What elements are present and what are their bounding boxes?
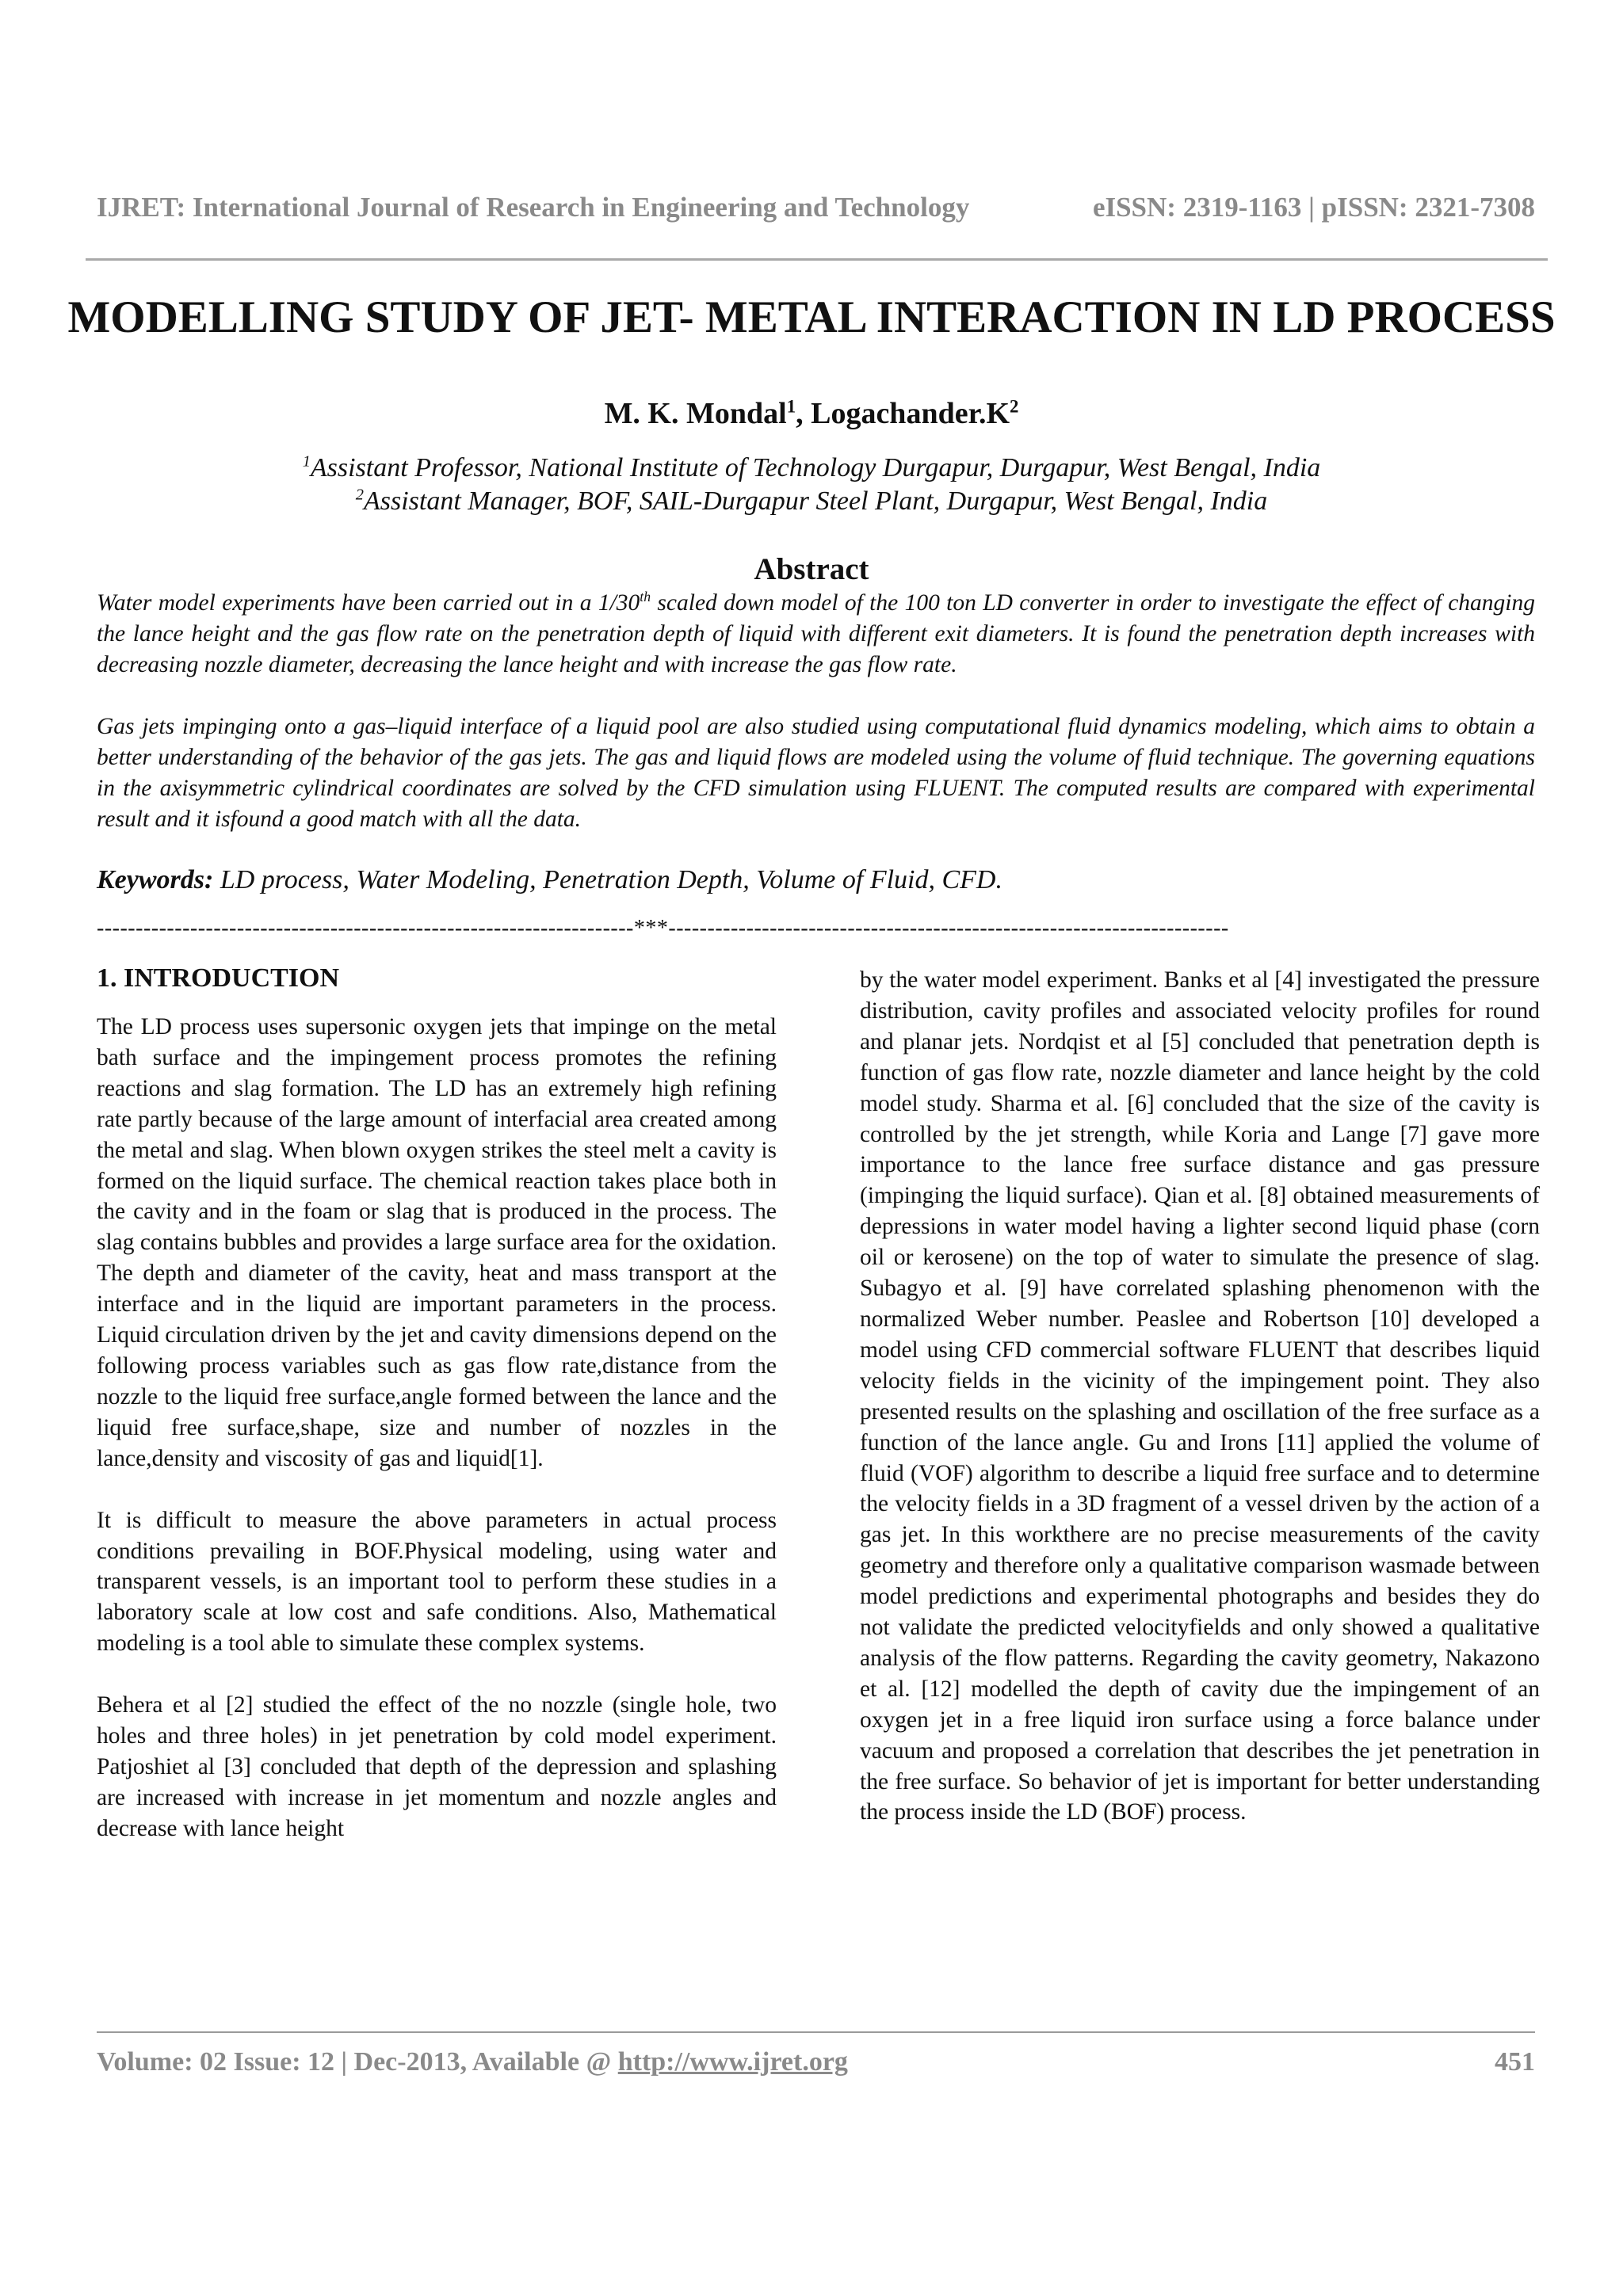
header-divider — [86, 258, 1548, 261]
left-column — [97, 963, 777, 1875]
issue-info — [97, 2047, 848, 2077]
author-line — [0, 396, 1623, 431]
running-header — [97, 192, 1535, 223]
author-2: Logachander.K — [811, 397, 1010, 430]
abstract-ordinal-sup: th — [640, 589, 651, 605]
author-2-affil-mark: 2 — [1010, 396, 1019, 417]
author-separator: , — [796, 397, 812, 430]
footer-divider — [97, 2031, 1535, 2033]
abstract-body — [97, 588, 1535, 866]
affiliation-1-mark: 1 — [302, 452, 311, 471]
paper-title: MODELLING STUDY OF JET- METAL INTERACTION IN LD PROCESS — [67, 292, 1556, 342]
body-paragraph: by the water model experiment. Banks et al [4] investigated the pressure distribution, cavity profiles and associated velocity profiles for round and planar jets. Nordqist et al [5] concluded that penetration depth is function of gas flow rate, nozzle diameter and lance height by the cold model study. Sharma et al. [6] concluded that the size of the cavity is controlled by the jet strength, while Koria and Lange [7] gave more importance to the lance free surface distance and gas pressure (impinging the liquid surface). Qian et al. [8] obtained measurements of depressions in water model having a lighter second liquid phase (corn oil or kerosene) on the top of water to simulate the presence of slag. Subagyo et al. [9] have correlated splashing phenomenon with the normalized Weber number. Peaslee and Robertson [10] developed a model using CFD commercial software FLUENT that describes liquid velocity fields in the vicinity of the impingement point. They also presented results on the splashing and oscillation of the free surface as a function of the lance angle. Gu and Irons [11] applied the volume of fluid (VOF) algorithm to describe a liquid free surface and to determine the velocity fields in a 3D fragment of a vessel driven by the action of a gas jet. In this workthere are no precise measurements of the cavity geometry and therefore only a qualitative comparison wasmade between model predictions and experimental photographs and besides they do not validate the predicted velocityfields and only showed a qualitative analysis of the flow patterns. Regarding the cavity geometry, Nakazono et al. [12] modelled the depth of cavity due the impingement of an oxygen jet in a free liquid iron surface using a force balance under vacuum and proposed a correlation that describes the jet penetration in the free surface. So behavior of jet is important for better understanding the process inside the LD (BOF) process. — [860, 967, 1540, 1825]
section-heading-introduction: 1. INTRODUCTION — [97, 963, 340, 993]
abstract-p1-start: Water model experiments have been carried out in a 1/30 — [97, 590, 640, 616]
running-footer — [97, 2047, 1535, 2077]
keywords — [97, 865, 1535, 895]
affiliation-1-text: Assistant Professor, National Institute of Technology Durgapur, Durgapur, West Bengal, India — [310, 453, 1321, 482]
section-separator: ---------------------------------------------------------------------***------------------------------------------------------------------------ — [97, 916, 1229, 940]
abstract-paragraph-2: Gas jets impinging onto a gas–liquid interface of a liquid pool are also studied using computational fluid dynamics modeling, which aims to obtain a better understanding of the behavior of the gas jets. The gas and liquid flows are modeled using the volume of fluid technique. The governing equations in the axisymmetric cylindrical coordinates are solved by the CFD simulation using FLUENT. The computed results are compared with experimental result and it isfound a good match with all the data. — [97, 714, 1535, 832]
right-column — [860, 965, 1540, 1859]
volume-text: Volume: 02 Issue: 12 | Dec-2013, Available @ — [97, 2047, 618, 2077]
journal-name: IJRET: International Journal of Research in Engineering and Technology — [97, 192, 970, 223]
abstract-heading: Abstract — [754, 552, 869, 586]
abstract-paragraph-1 — [97, 588, 1535, 681]
affiliations — [0, 452, 1623, 518]
affiliation-1 — [0, 452, 1623, 485]
issn-info: eISSN: 2319-1163 | pISSN: 2321-7308 — [1092, 192, 1535, 223]
affiliation-2 — [0, 485, 1623, 518]
page-number: 451 — [1495, 2047, 1535, 2077]
affiliation-2-mark: 2 — [355, 486, 364, 504]
body-paragraph: The LD process uses supersonic oxygen jets that impinge on the metal bath surface and the impingement process promotes the refining reactions and slag formation. The LD has an extremely high refining rate partly because of the large amount of interfacial area created among the metal and slag. When blown oxygen strikes the steel melt a cavity is formed on the liquid surface. The chemical reaction takes place both in the cavity and in the foam or slag that is produced in the process. The slag contains bubbles and provides a large surface area for the oxidation. The depth and diameter of the cavity, heat and mass transport at the interface and in the liquid are important parameters in the process. Liquid circulation driven by the jet and cavity dimensions depend on the following process variables such as gas flow rate,distance from the nozzle to the liquid free surface,angle formed between the lance and the liquid free surface,shape, size and number of nozzles in the lance,density and viscosity of gas and liquid[1]. — [97, 1014, 777, 1471]
body-paragraph: It is difficult to measure the above parameters in actual process conditions prevailing in BOF.Physical modeling, using water and transparent vessels, is an important tool to perform these studies in a laboratory scale at low cost and safe conditions. Also, Mathematical modeling is a tool able to simulate these complex systems. — [97, 1507, 777, 1657]
abstract-p1-rest: scaled down model of the 100 ton LD converter in order to investigate the effect of changing the lance height and the gas flow rate on the penetration depth of liquid with different exit diameters. It is found the penetration depth increases with decreasing nozzle diameter, decreasing the lance height and with increase the gas flow rate. — [97, 590, 1535, 677]
affiliation-2-text: Assistant Manager, BOF, SAIL-Durgapur Steel Plant, Durgapur, West Bengal, India — [363, 486, 1268, 516]
body-paragraph: Behera et al [2] studied the effect of the no nozzle (single hole, two holes and three holes) in jet penetration by cold model experiment. Patjoshiet al [3] concluded that depth of the depression and splashing are increased with increase in jet momentum and nozzle angles and decrease with lance height — [97, 1692, 777, 1841]
journal-link[interactable]: http://www.ijret.org — [617, 2047, 848, 2077]
author-1-affil-mark: 1 — [786, 396, 796, 417]
author-1: M. K. Mondal — [604, 397, 787, 430]
keywords-label: Keywords: — [97, 865, 214, 894]
keywords-text: LD process, Water Modeling, Penetration Depth, Volume of Fluid, CFD. — [213, 865, 1002, 894]
